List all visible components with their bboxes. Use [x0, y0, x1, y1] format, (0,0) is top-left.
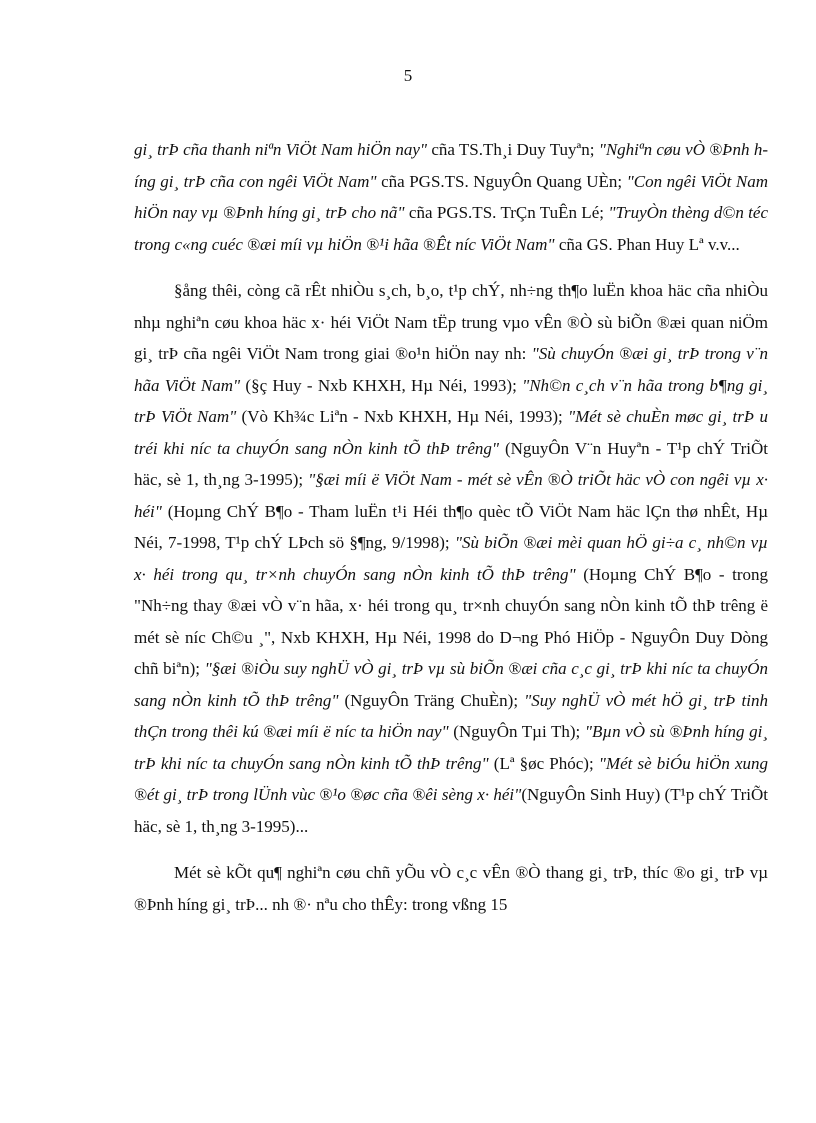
italic-title-segment: "§æi míi ë ViÖt Nam - mét sè vÊn ®Ò triÕt häc vÒ con ngêi vµ x· héi" [134, 470, 768, 521]
text-segment: cña TS.Th¸i Duy Tuyªn; [427, 140, 599, 159]
text-segment: (Hoµng ChÝ B¶o - trong "Nh÷ng thay ®æi vÒ v¨n hãa, x· héi trong qu¸ tr×nh chuyÓn sang nÒn kinh tÕ thÞ trêng ë mét sè níc Ch©u ¸", Nxb KHXH, Hµ Néi, 1998 do D¬ng Phó HiÖp - NguyÔn Duy Dòng chñ biªn); [134, 564, 769, 678]
text-segment: (§ç Huy - Nxb KHXH, Hµ Néi, 1993); [240, 375, 523, 395]
text-segment: §ång thêi, còng cã rÊt nhiÒu s¸ch, b¸o, t¹p chÝ, nh÷ng th¶o luËn khoa häc cña nhiÒu nhµ nghiªn cøu khoa häc x· héi ViÖt Nam tËp trung vµo vÊn ®Ò sù biÕn ®æi quan niÖm gi¸ trÞ cña ngêi ViÖt Nam trong giai ®o¹n hiÖn nay nh: [134, 281, 768, 363]
italic-title-segment: "TruyÒn thèng d©n téc trong c«ng cuéc ®æi míi vµ hiÖn ®¹i hãa ®Êt níc ViÖt Nam" [134, 203, 768, 254]
paragraph-3 [134, 857, 768, 920]
text-segment: cña PGS.TS. TrÇn TuÊn Lé; [404, 203, 609, 222]
paragraph-2 [134, 275, 768, 842]
text-segment: (Lª §øc Phóc); [488, 753, 599, 773]
paragraph-1 [134, 134, 768, 260]
italic-title-segment: "Nghiªn cøu vÒ ®Þnh híng gi¸ trÞ cña con ngêi ViÖt Nam" [134, 140, 768, 191]
text-segment: cña PGS.TS. NguyÔn Quang UÈn; [376, 171, 627, 191]
italic-title-segment: "Suy nghÜ vÒ mét hÖ gi¸ trÞ tinh thÇn trong thêi kú ®æi míi ë níc ta hiÖn nay" [134, 690, 768, 741]
text-segment: (NguyÔn V¨n Huyªn - T¹p chÝ TriÕt häc, sè 1, th¸ng 3-1995); [134, 438, 768, 489]
italic-title-segment: "Con ngêi ViÖt Nam hiÖn nay vµ ®Þnh híng gi¸ trÞ cho nã" [134, 171, 768, 222]
italic-title-segment: "Sù biÕn ®æi mèi quan hÖ gi÷a c¸ nh©n vµ x· héi trong qu¸ tr×nh chuyÓn sang nÒn kinh tÕ thÞ trêng" [134, 533, 768, 584]
text-segment: (Vò Kh¾c Liªn - Nxb KHXH, Hµ Néi, 1993); [236, 407, 568, 426]
italic-title-segment: gi¸ trÞ cña thanh niªn ViÖt Nam hiÖn nay" [134, 140, 428, 159]
italic-title-segment: "Mét sè chuÈn møc gi¸ trÞ u tréi khi níc ta chuyÓn sang nÒn kinh tÕ thÞ trêng" [134, 407, 768, 458]
text-segment: (NguyÔn Tµi Th); [448, 722, 585, 741]
text-segment: (NguyÔn Träng ChuÈn); [338, 690, 525, 710]
body-text [134, 134, 768, 935]
italic-title-segment: "§æi ®iÒu suy nghÜ vÒ gi¸ trÞ vµ sù biÕn ®æi cña c¸c gi¸ trÞ khi níc ta chuyÓn sang nÒn kinh tÕ thÞ trêng" [134, 659, 769, 710]
italic-title-segment: "Nh©n c¸ch v¨n hãa trong b¶ng gi¸ trÞ ViÖt Nam" [134, 375, 768, 426]
italic-title-segment: "Sù chuyÓn ®æi gi¸ trÞ trong v¨n hãa ViÖt Nam" [134, 344, 768, 395]
italic-title-segment: "Bµn vÒ sù ®Þnh híng gi¸ trÞ khi níc ta chuyÓn sang nÒn kinh tÕ thÞ trêng" [134, 722, 768, 773]
italic-title-segment: "Mét sè biÓu hiÖn xung ®ét gi¸ trÞ trong lÜnh vùc ®¹o ®øc cña ®êi sèng x· héi" [134, 753, 768, 804]
text-segment: Mét sè kÕt qu¶ nghiªn cøu chñ yÕu vÒ c¸c vÊn ®Ò thang gi¸ trÞ, thíc ®o gi¸ trÞ vµ ®Þnh híng gi¸ trÞ... nh ®· nªu cho thÊy: trong vßng 15 [134, 863, 768, 914]
text-segment: (NguyÔn Sinh Huy) (T¹p chÝ TriÕt häc, sè 1, th¸ng 3-1995)... [134, 785, 768, 836]
text-segment: (Hoµng ChÝ B¶o - Tham luËn t¹i Héi th¶o quèc tÕ ViÖt Nam häc lÇn thø nhÊt, Hµ Néi, 7-1998, T¹p chÝ LÞch sö §¶ng, 9/1998); [134, 501, 768, 552]
page-number: 5 [403, 66, 413, 85]
text-segment: cña GS. Phan Huy Lª v.v... [554, 234, 740, 254]
